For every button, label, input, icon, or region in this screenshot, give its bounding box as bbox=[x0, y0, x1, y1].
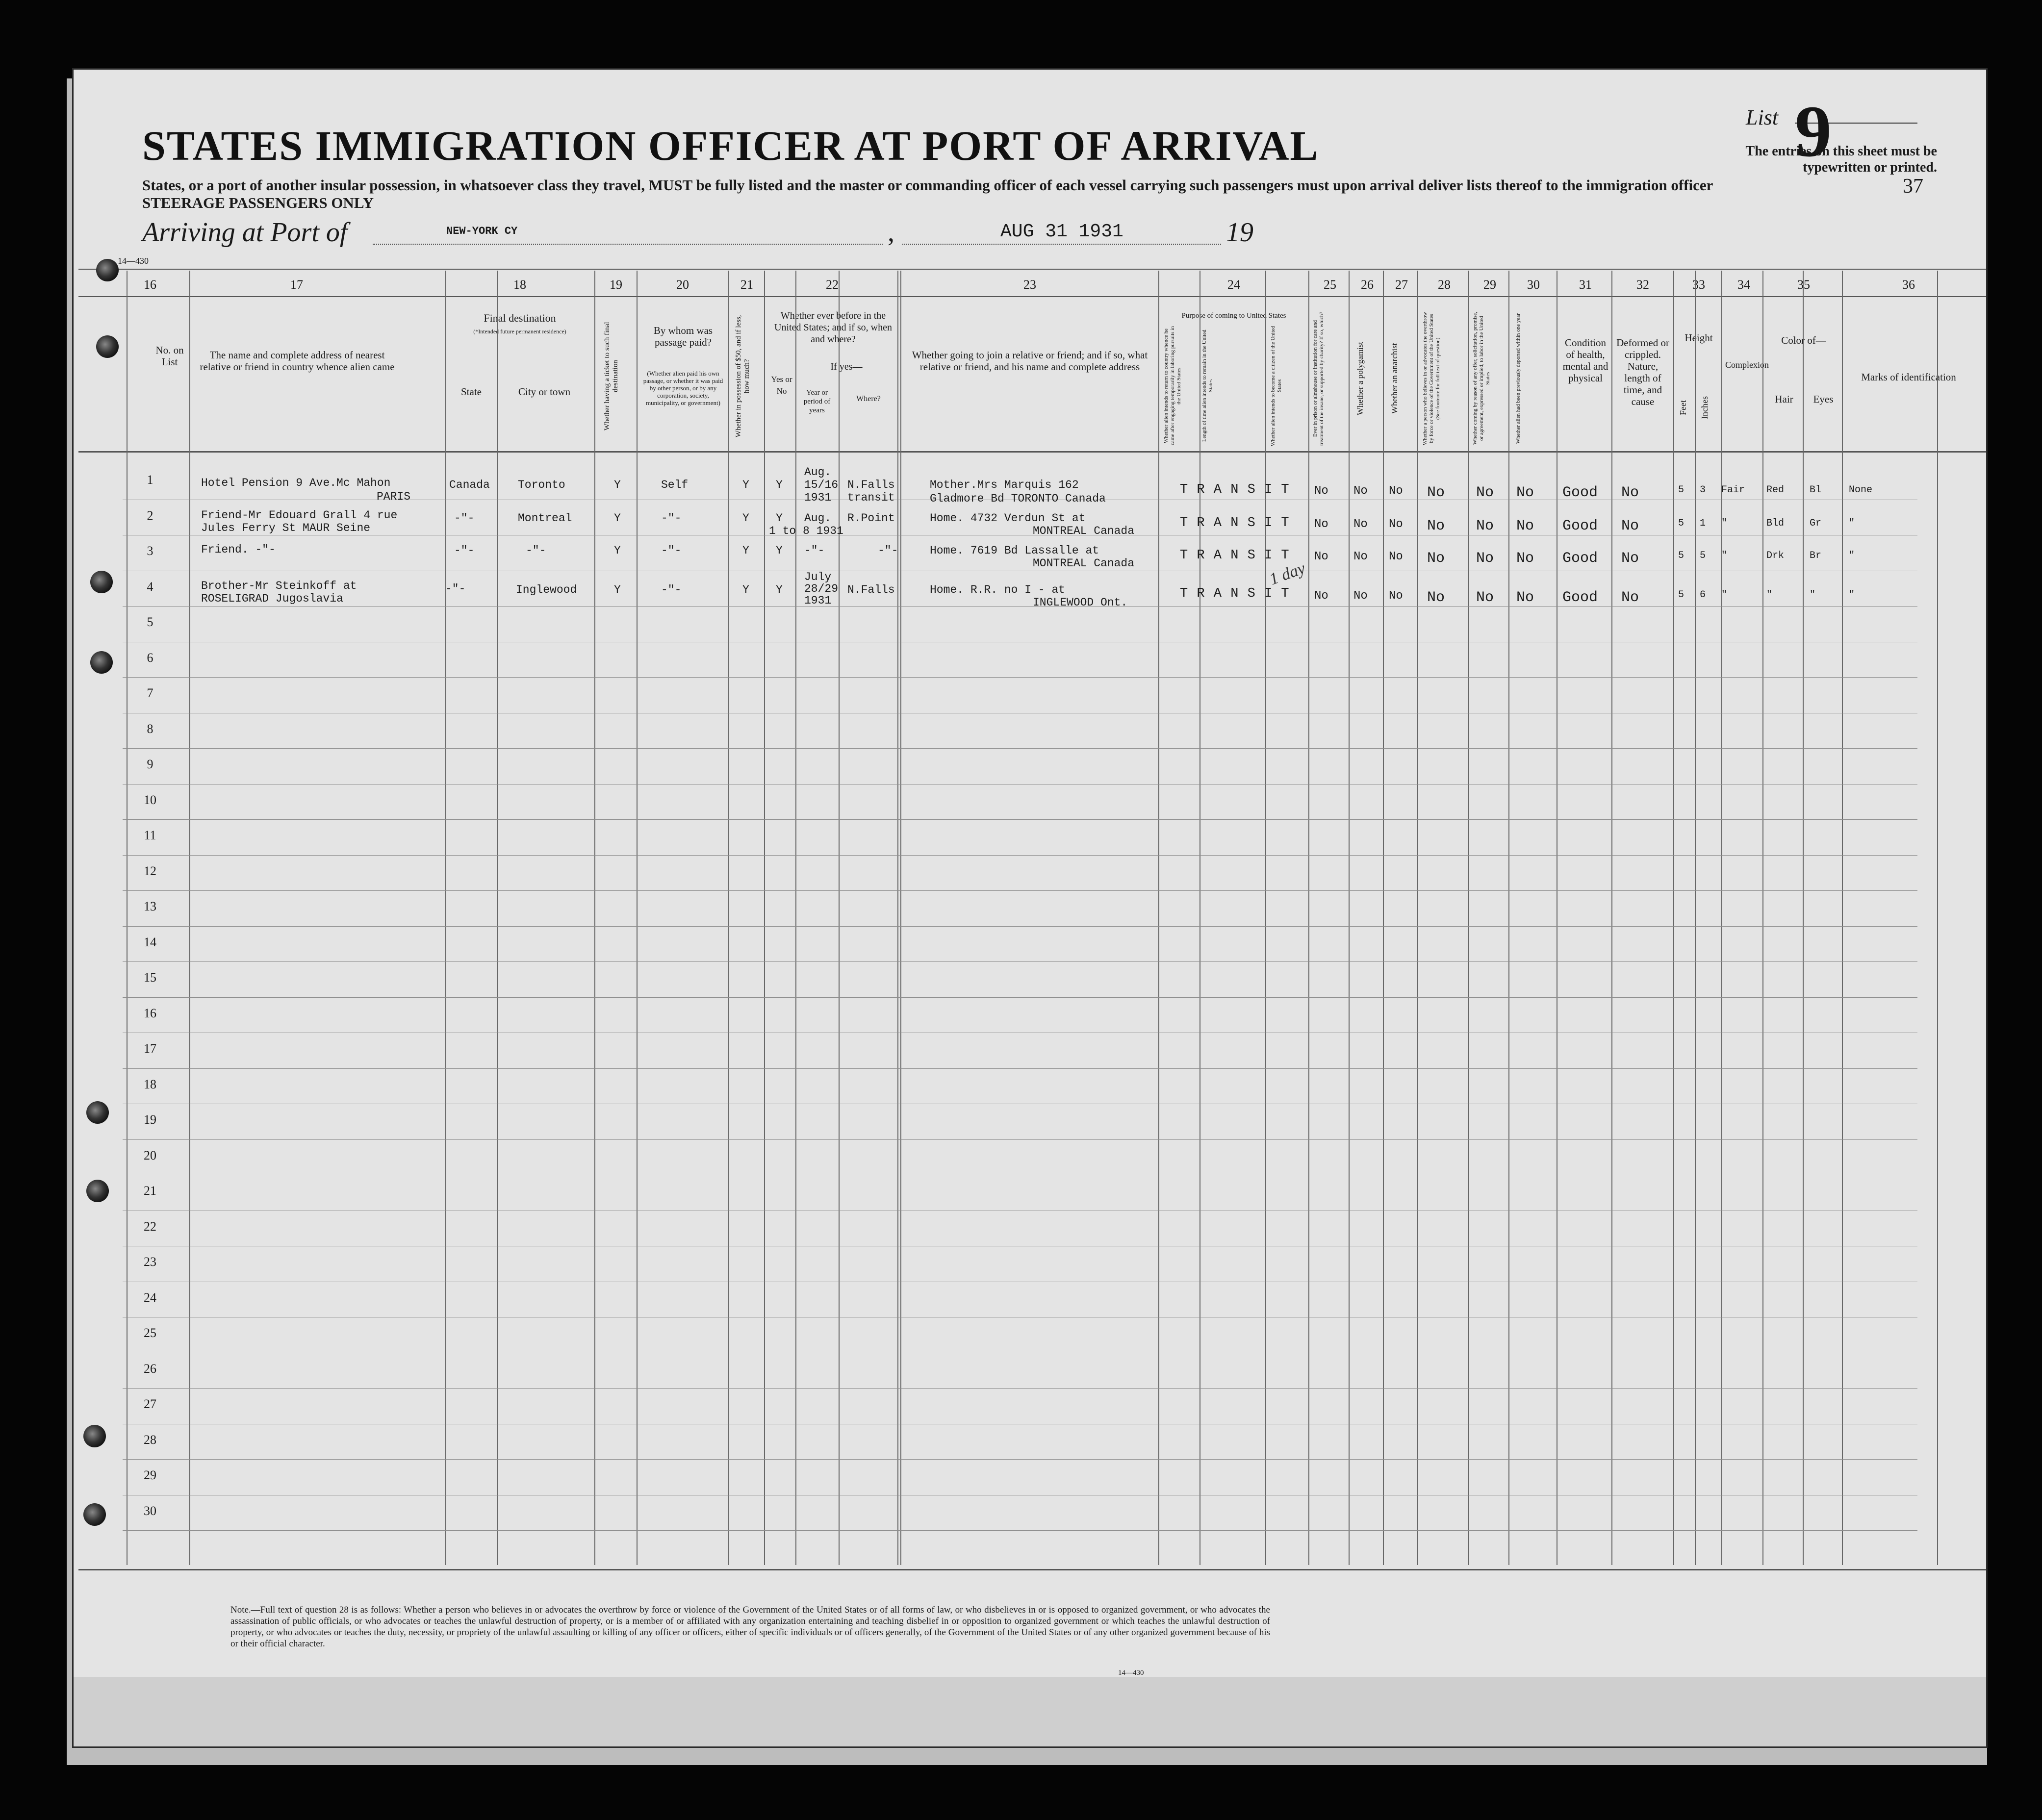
column-divider bbox=[1308, 271, 1309, 1565]
entry-3-q30: No bbox=[1516, 550, 1534, 567]
colnum-36: 36 bbox=[1902, 278, 1915, 292]
purpose-1: T R A N S I T bbox=[1180, 482, 1290, 497]
column-divider bbox=[1762, 271, 1763, 1565]
entry-2-health: Good bbox=[1562, 518, 1598, 534]
row-number: 21 bbox=[144, 1184, 156, 1198]
header-polygamist: Whether a polygamist bbox=[1355, 341, 1365, 416]
header-nearest-relative: The name and complete address of nearest relative or friend in country whence alien came bbox=[200, 349, 395, 373]
header-ticket: Whether having a ticket to such final destination bbox=[603, 322, 619, 430]
entry-1-q30: No bbox=[1516, 484, 1534, 501]
row-number: 1 bbox=[147, 473, 153, 487]
ticket-4: Y bbox=[614, 583, 621, 596]
entry-4-q29: No bbox=[1476, 589, 1494, 606]
date-stamp: AUG 31 1931 bbox=[1000, 221, 1123, 242]
join-4b: INGLEWOOD Ont. bbox=[1033, 596, 1128, 609]
join-3a: Home. 7619 Bd Lassalle at bbox=[930, 544, 1099, 557]
year-1b: 15/16 bbox=[804, 479, 839, 491]
header-labor-offer: Whether coming by reason of any offer, solicitation, promise, or agreement, expressed or implied, to labor in the United States bbox=[1472, 312, 1491, 445]
colnum-28: 28 bbox=[1438, 278, 1451, 292]
year-1a: Aug. bbox=[804, 466, 832, 479]
row-number: 12 bbox=[144, 863, 156, 878]
paid-1: Self bbox=[661, 479, 689, 491]
entry-3-q25: No bbox=[1314, 550, 1328, 563]
colnum-16: 16 bbox=[144, 278, 156, 292]
column-divider bbox=[795, 271, 796, 1565]
colnum-21: 21 bbox=[740, 278, 753, 292]
join-1b: Gladmore Bd TORONTO Canada bbox=[930, 492, 1106, 505]
entry-4-feet: 5 bbox=[1678, 589, 1685, 601]
entry-1-deformed: No bbox=[1621, 484, 1639, 501]
colnum-27: 27 bbox=[1395, 278, 1408, 292]
row-number: 8 bbox=[147, 721, 153, 736]
header-return-intent: Whether alien intends to return to country whence he came after engaging temporarily in laboring pursuits in the United States bbox=[1163, 326, 1182, 446]
entry-2-feet: 5 bbox=[1678, 518, 1685, 529]
row-rule bbox=[123, 1068, 1917, 1069]
colnum-20: 20 bbox=[676, 278, 689, 292]
column-divider bbox=[1383, 271, 1384, 1565]
entry-3-q27: No bbox=[1389, 550, 1403, 563]
punch-hole bbox=[83, 1503, 106, 1526]
form-code-top: 14—430 bbox=[118, 256, 149, 266]
where-1b: transit bbox=[847, 491, 895, 504]
relative-4a: Brother-Mr Steinkoff at bbox=[201, 580, 357, 592]
typewritten-notice: The entries on this sheet must be typewritten or printed. bbox=[1745, 144, 1937, 175]
year-4c: 1931 bbox=[804, 594, 832, 607]
list-number: 9 bbox=[1795, 91, 1832, 172]
entry-4-eyes: " bbox=[1810, 589, 1816, 601]
header-final-destination-note: (*Intended future permanent residence) bbox=[473, 328, 566, 335]
header-purpose: Purpose of coming to United States bbox=[1181, 312, 1286, 320]
row-rule bbox=[123, 677, 1917, 678]
purpose-3: T R A N S I T bbox=[1180, 548, 1290, 563]
row-rule bbox=[123, 926, 1917, 927]
row-number: 29 bbox=[144, 1468, 156, 1482]
year-label: 19 bbox=[1226, 217, 1253, 248]
paid-3: -"- bbox=[661, 544, 682, 557]
header-instructions: States, or a port of another insular possession, in whatsoever class they travel, MUST be fully listed and the master or commanding officer of each vessel carrying such passengers must upon arrival deliver lists thereof to the immigration officer bbox=[142, 177, 1713, 194]
entry-4-inches: 6 bbox=[1700, 589, 1706, 601]
colnum-35: 35 bbox=[1797, 278, 1810, 292]
column-divider bbox=[1349, 271, 1350, 1565]
table-top-border bbox=[78, 269, 1986, 270]
entry-2-marks: " bbox=[1849, 518, 1855, 529]
entry-1-q29: No bbox=[1476, 484, 1494, 501]
entry-4-q25: No bbox=[1314, 589, 1328, 603]
year-2b: 1 to 8 1931 bbox=[769, 525, 843, 537]
entry-1-feet: 5 bbox=[1678, 484, 1685, 496]
header-height: Height bbox=[1685, 332, 1713, 344]
header-marks: Marks of identification bbox=[1861, 371, 1956, 383]
where-4a: N.Falls bbox=[847, 583, 895, 596]
column-divider bbox=[1803, 271, 1804, 1565]
row-number: 5 bbox=[147, 615, 153, 629]
column-divider bbox=[1158, 271, 1159, 1565]
header-hair: Hair bbox=[1775, 393, 1793, 405]
form-code-bottom: 14—430 bbox=[1118, 1669, 1144, 1677]
colnum-29: 29 bbox=[1483, 278, 1496, 292]
entry-2-q28: No bbox=[1427, 518, 1445, 534]
year-2a: Aug. bbox=[804, 512, 832, 525]
entry-1-marks: None bbox=[1849, 484, 1873, 496]
colnum-border bbox=[78, 296, 1986, 297]
column-divider bbox=[900, 271, 901, 1565]
colnum-26: 26 bbox=[1361, 278, 1374, 292]
column-divider bbox=[1468, 271, 1469, 1565]
header-passage-paid-note: (Whether alien paid his own passage, or whether it was paid by other person, or by any corporation, society, municipality, or government) bbox=[643, 370, 723, 406]
colnum-33: 33 bbox=[1692, 278, 1705, 292]
paid-4: -"- bbox=[661, 583, 682, 596]
city-3: -"- bbox=[526, 544, 546, 557]
column-divider bbox=[497, 271, 498, 1565]
colnum-30: 30 bbox=[1527, 278, 1540, 292]
page-title: STATES IMMIGRATION OFFICER AT PORT OF ARRIVAL bbox=[142, 122, 1319, 169]
state-4: -"- bbox=[445, 582, 466, 595]
steerage-label: STEERAGE PASSENGERS ONLY bbox=[142, 194, 374, 211]
before-1: Y bbox=[776, 479, 783, 491]
row-number: 10 bbox=[144, 792, 156, 807]
entry-2-q30: No bbox=[1516, 518, 1534, 534]
header-prison-almshouse: Ever in prison or almshouse or institution for care and treatment of the insane, or supported by charity? If so, which? bbox=[1312, 311, 1325, 446]
colnum-23: 23 bbox=[1023, 278, 1036, 292]
join-2a: Home. 4732 Verdun St at bbox=[930, 512, 1086, 525]
colnum-32: 32 bbox=[1636, 278, 1649, 292]
relative-3a: Friend. -"- bbox=[201, 543, 276, 556]
column-divider bbox=[1265, 271, 1266, 1565]
entry-4-q27: No bbox=[1389, 589, 1403, 603]
punch-hole bbox=[96, 259, 119, 281]
row-number: 19 bbox=[144, 1112, 156, 1127]
ticket-2: Y bbox=[614, 512, 621, 525]
row-rule bbox=[123, 748, 1917, 749]
year-1c: 1931 bbox=[804, 491, 832, 504]
row-number: 14 bbox=[144, 935, 156, 949]
row-rule bbox=[123, 997, 1917, 998]
row-rule bbox=[123, 1530, 1917, 1531]
colnum-31: 31 bbox=[1579, 278, 1592, 292]
row-rule bbox=[123, 890, 1917, 891]
year-4a: July bbox=[804, 571, 832, 583]
entry-3-complexion: " bbox=[1721, 550, 1728, 561]
row-number: 24 bbox=[144, 1290, 156, 1305]
header-length-of-stay: Length of time alien intends to remain in the United States bbox=[1201, 329, 1214, 442]
row-rule bbox=[123, 1388, 1917, 1389]
row-number: 13 bbox=[144, 899, 156, 913]
entry-4-q30: No bbox=[1516, 589, 1534, 606]
column-divider bbox=[189, 271, 190, 1565]
punch-hole bbox=[86, 1101, 109, 1124]
entry-2-q26: No bbox=[1353, 518, 1368, 531]
page-number: 37 bbox=[1903, 175, 1923, 198]
purpose-4: T R A N S I T bbox=[1180, 586, 1290, 601]
entry-1-eyes: Bl bbox=[1810, 484, 1822, 496]
header-before-in-us: Whether ever before in the United States; and if so, when and where? bbox=[774, 310, 892, 345]
entry-3-q28: No bbox=[1427, 550, 1445, 567]
table-bottom-border bbox=[78, 1569, 1986, 1570]
entry-3-deformed: No bbox=[1621, 550, 1639, 567]
port-value: NEW-YORK CY bbox=[446, 225, 518, 237]
entry-4-marks: " bbox=[1849, 589, 1855, 601]
column-divider bbox=[637, 271, 638, 1565]
row-number: 26 bbox=[144, 1361, 156, 1376]
column-divider bbox=[1417, 271, 1418, 1565]
relative-1a: Hotel Pension 9 Ave.Mc Mahon bbox=[201, 477, 391, 489]
header-no-on-list: No. on List bbox=[155, 344, 184, 368]
row-number: 22 bbox=[144, 1219, 156, 1234]
money-2: Y bbox=[742, 512, 749, 525]
column-divider bbox=[1721, 271, 1722, 1565]
colnum-25: 25 bbox=[1324, 278, 1336, 292]
relative-2a: Friend-Mr Edouard Grall 4 rue bbox=[201, 509, 398, 522]
colnum-22: 22 bbox=[826, 278, 839, 292]
entry-2-deformed: No bbox=[1621, 518, 1639, 534]
entry-3-health: Good bbox=[1562, 550, 1598, 567]
row-number: 15 bbox=[144, 970, 156, 985]
header-city: City or town bbox=[518, 386, 571, 398]
colnum-18: 18 bbox=[513, 278, 526, 292]
entry-2-eyes: Gr bbox=[1810, 518, 1822, 529]
row-number: 6 bbox=[147, 650, 153, 665]
join-4a: Home. R.R. no I - at bbox=[930, 583, 1066, 596]
row-number: 2 bbox=[147, 508, 153, 523]
entry-1-q27: No bbox=[1389, 484, 1403, 498]
entry-2-q29: No bbox=[1476, 518, 1494, 534]
column-divider bbox=[764, 271, 765, 1565]
header-passage-paid: By whom was passage paid? bbox=[653, 325, 713, 348]
column-divider bbox=[728, 271, 729, 1565]
entry-1-q25: No bbox=[1314, 484, 1328, 498]
entry-1-q28: No bbox=[1427, 484, 1445, 501]
punch-hole bbox=[83, 1425, 106, 1447]
entry-2-hair: Bld bbox=[1766, 518, 1785, 529]
purpose-2: T R A N S I T bbox=[1180, 516, 1290, 531]
entry-1-health: Good bbox=[1562, 484, 1598, 501]
row-rule bbox=[123, 819, 1917, 820]
entry-2-q25: No bbox=[1314, 518, 1328, 531]
header-final-destination: Final destination bbox=[484, 312, 556, 324]
entry-4-q26: No bbox=[1353, 589, 1368, 603]
header-eyes: Eyes bbox=[1813, 393, 1834, 405]
column-divider bbox=[594, 271, 595, 1565]
punch-hole bbox=[90, 571, 113, 593]
entry-1-complexion: Fair bbox=[1721, 484, 1745, 496]
entry-4-complexion: " bbox=[1721, 589, 1728, 601]
row-number: 17 bbox=[144, 1041, 156, 1056]
before-3: Y bbox=[776, 544, 783, 557]
header-health: Condition of health, mental and physical bbox=[1562, 337, 1608, 384]
column-divider bbox=[1611, 271, 1612, 1565]
header-citizen-intent: Whether alien intends to become a citizen of the United States bbox=[1270, 326, 1282, 446]
footnote: Note.—Full text of question 28 is as follows: Whether a person who believes in or advocates the overthrow by force or violence of the Government of the United States or of all forms of law, or who disbelieves in or is opposed to organized government, or who advocates the assassination of public officials, or who advocates or teaches the unlawful destruction of property, or is a member of or affiliated with any organization entertaining and teaching disbelief in or opposition to organized government or which teaches the unlawful destruction of property, or who advocates or teaches the duty, necessity, or propriety of the unlawful assaulting or killing of any officer or officers, either of specific individuals or of officers generally, of the Government of the United States or of any other organized government because of his or their official character. bbox=[230, 1605, 1270, 1649]
row-number: 23 bbox=[144, 1255, 156, 1269]
header-if-yes: If yes— bbox=[830, 361, 863, 372]
column-divider bbox=[1842, 271, 1843, 1565]
arriving-label: Arriving at Port of bbox=[142, 217, 348, 248]
header-where: Where? bbox=[856, 395, 881, 403]
city-4: Inglewood bbox=[516, 583, 577, 596]
money-4: Y bbox=[742, 583, 749, 596]
row-number: 11 bbox=[144, 828, 156, 842]
entry-1-inches: 3 bbox=[1700, 484, 1706, 496]
entry-1-hair: Red bbox=[1766, 484, 1785, 496]
entry-3-q26: No bbox=[1353, 550, 1368, 563]
entry-2-inches: 1 bbox=[1700, 518, 1706, 529]
header-inches: Inches bbox=[1700, 396, 1710, 420]
colnum-17: 17 bbox=[290, 278, 303, 292]
before-2: Y bbox=[776, 512, 783, 525]
punch-hole bbox=[96, 335, 119, 358]
state-3: -"- bbox=[454, 544, 475, 557]
relative-2b: Jules Ferry St MAUR Seine bbox=[201, 522, 371, 534]
row-rule bbox=[123, 855, 1917, 856]
header-anarchist: Whether an anarchist bbox=[1390, 343, 1399, 414]
entry-1-q26: No bbox=[1353, 484, 1368, 498]
colnum-34: 34 bbox=[1737, 278, 1750, 292]
sheet-edge bbox=[74, 1677, 1986, 1746]
row-rule bbox=[123, 1459, 1917, 1460]
colnum-19: 19 bbox=[610, 278, 622, 292]
header-bottom-border bbox=[78, 451, 1986, 453]
row-number: 18 bbox=[144, 1077, 156, 1091]
column-divider bbox=[1695, 271, 1696, 1565]
row-number: 27 bbox=[144, 1397, 156, 1411]
header-deported: Whether alien had been previously deported within one year bbox=[1515, 313, 1521, 444]
entry-4-hair: " bbox=[1766, 589, 1773, 601]
entry-3-feet: 5 bbox=[1678, 550, 1685, 561]
entry-2-q27: No bbox=[1389, 518, 1403, 531]
row-rule bbox=[123, 606, 1917, 607]
header-feet: Feet bbox=[1678, 400, 1688, 416]
entry-3-eyes: Br bbox=[1810, 550, 1822, 561]
column-divider bbox=[1937, 271, 1938, 1565]
column-divider bbox=[839, 271, 840, 1565]
row-number: 4 bbox=[147, 579, 153, 594]
entry-4-q28: No bbox=[1427, 589, 1445, 606]
where-2a: R.Point bbox=[847, 512, 895, 525]
where-3a: -"- bbox=[878, 544, 898, 557]
column-divider bbox=[897, 271, 898, 1565]
before-4: Y bbox=[776, 583, 783, 596]
row-number: 3 bbox=[147, 544, 153, 558]
row-number: 28 bbox=[144, 1432, 156, 1447]
city-2: Montreal bbox=[518, 512, 572, 525]
relative-1b: PARIS bbox=[377, 490, 411, 503]
header-overthrow: Whether a person who believes in or advocates the overthrow by force or violence of the Government of the United States (See footnote for full text of question) bbox=[1422, 312, 1441, 445]
where-1a: N.Falls bbox=[847, 479, 895, 491]
entry-3-inches: 5 bbox=[1700, 550, 1706, 561]
column-divider bbox=[445, 271, 446, 1565]
punch-hole bbox=[90, 651, 113, 674]
entry-4-health: Good bbox=[1562, 589, 1598, 606]
entry-4-deformed: No bbox=[1621, 589, 1639, 606]
header-join-relative: Whether going to join a relative or friend; and if so, what relative or friend, and his name and complete address bbox=[912, 349, 1148, 373]
row-number: 25 bbox=[144, 1326, 156, 1340]
money-1: Y bbox=[742, 479, 749, 491]
row-rule bbox=[123, 1139, 1917, 1140]
join-3b: MONTREAL Canada bbox=[1033, 557, 1135, 570]
relative-4b: ROSELIGRAD Jugoslavia bbox=[201, 592, 343, 605]
paid-2: -"- bbox=[661, 512, 682, 525]
header-money: Whether in possession of $50, and if less, how much? bbox=[735, 315, 751, 437]
header-color-of: Color of— bbox=[1781, 334, 1826, 346]
handwritten-note: 1 day bbox=[1267, 559, 1308, 589]
entry-3-q29: No bbox=[1476, 550, 1494, 567]
state-1: Canada bbox=[449, 479, 490, 491]
list-label: List bbox=[1746, 105, 1779, 129]
entry-3-hair: Drk bbox=[1766, 550, 1785, 561]
year-3a: -"- bbox=[804, 544, 825, 557]
header-state: State bbox=[461, 386, 482, 398]
row-number: 30 bbox=[144, 1503, 156, 1518]
column-divider bbox=[1673, 271, 1674, 1565]
row-number: 9 bbox=[147, 757, 153, 771]
header-year: Year or period of years bbox=[803, 389, 831, 414]
year-4b: 28/29 bbox=[804, 582, 839, 595]
manifest-sheet bbox=[74, 70, 1986, 1746]
column-divider bbox=[1508, 271, 1509, 1565]
punch-hole bbox=[86, 1180, 109, 1202]
row-number: 7 bbox=[147, 686, 153, 700]
state-2: -"- bbox=[454, 512, 475, 525]
money-3: Y bbox=[742, 544, 749, 557]
join-1a: Mother.Mrs Marquis 162 bbox=[930, 479, 1079, 491]
row-number: 16 bbox=[144, 1006, 156, 1020]
row-number: 20 bbox=[144, 1148, 156, 1163]
colnum-24: 24 bbox=[1227, 278, 1240, 292]
entry-2-complexion: " bbox=[1721, 518, 1728, 529]
comma: , bbox=[888, 217, 894, 248]
ticket-1: Y bbox=[614, 479, 621, 491]
join-2b: MONTREAL Canada bbox=[1033, 525, 1135, 537]
header-deformed: Deformed or crippled. Nature, length of time, and cause bbox=[1616, 337, 1669, 407]
header-complexion: Complexion bbox=[1725, 360, 1769, 370]
entry-3-marks: " bbox=[1849, 550, 1855, 561]
city-1: Toronto bbox=[518, 479, 565, 491]
ticket-3: Y bbox=[614, 544, 621, 557]
header-before-yesno: Yes or No bbox=[771, 375, 792, 396]
row-rule bbox=[123, 961, 1917, 962]
